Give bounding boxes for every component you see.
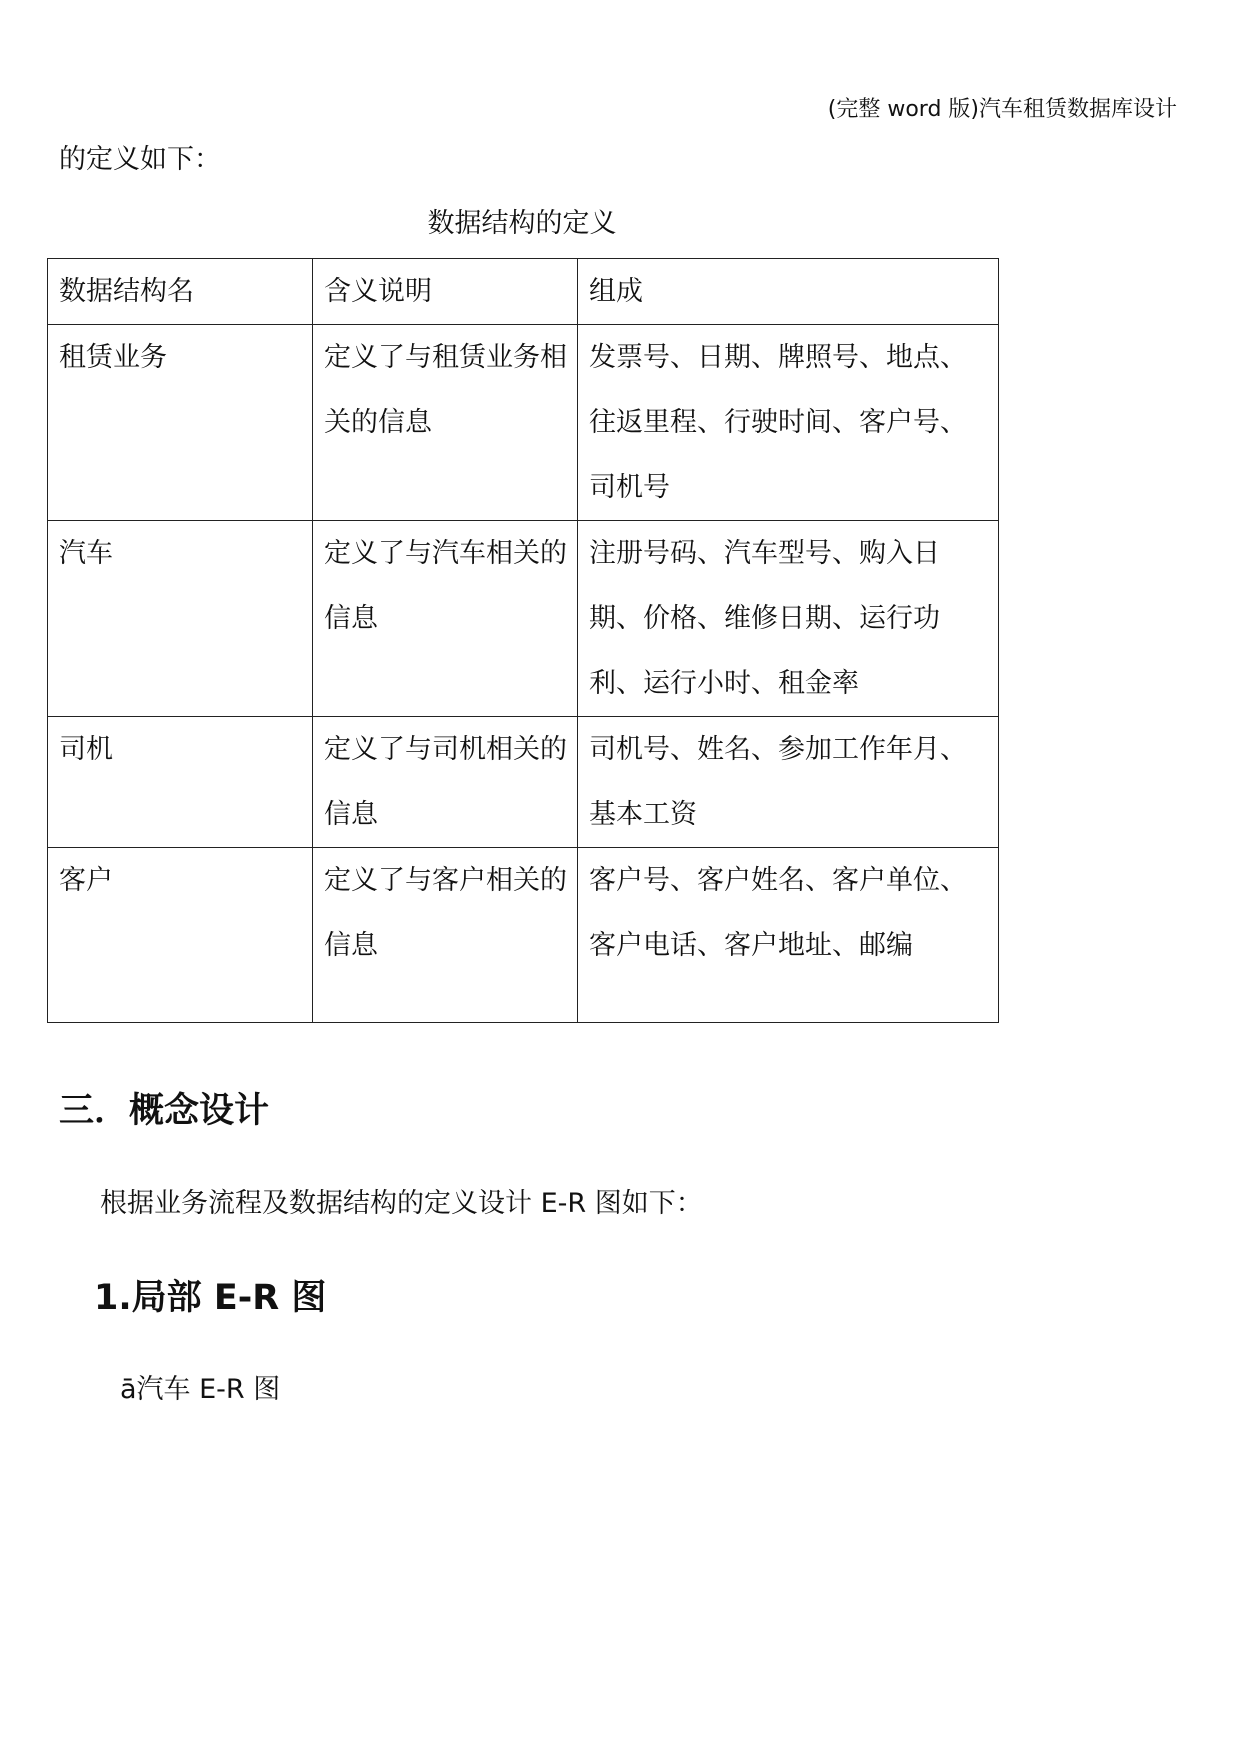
body-paragraph: 根据业务流程及数据结构的定义设计 E-R 图如下： — [100, 1188, 703, 1219]
section-heading: 三．概念设计 — [59, 1091, 270, 1131]
meaning-cell: 定义了与司机相关的信息 — [313, 717, 578, 848]
structure-name-cell: 司机 — [48, 717, 313, 848]
structure-name-cell: 汽车 — [48, 521, 313, 717]
meaning-cell: 定义了与汽车相关的信息 — [313, 521, 578, 717]
composition-cell: 司机号、姓名、参加工作年月、基本工资 — [578, 717, 999, 848]
composition-cell: 客户号、客户姓名、客户单位、客户电话、客户地址、邮编 — [578, 848, 999, 1023]
table-header-row — [48, 259, 999, 325]
meaning-cell: 定义了与租赁业务相关的信息 — [313, 325, 578, 521]
subsection-heading: 1.局部 E-R 图 — [94, 1278, 327, 1318]
running-header: (完整 word 版)汽车租赁数据库设计 — [827, 97, 1177, 122]
intro-text: 的定义如下： — [59, 144, 221, 175]
subsubsection-heading: ā汽车 E-R 图 — [120, 1374, 281, 1405]
table-row — [48, 717, 999, 848]
structure-name-cell: 客户 — [48, 848, 313, 1023]
table-row — [48, 521, 999, 717]
column-header: 数据结构名 — [48, 259, 313, 325]
composition-cell: 注册号码、汽车型号、购入日期、价格、维修日期、运行功利、运行小时、租金率 — [578, 521, 999, 717]
table-row — [48, 325, 999, 521]
table-caption: 数据结构的定义 — [427, 208, 617, 239]
composition-cell: 发票号、日期、牌照号、地点、往返里程、行驶时间、客户号、司机号 — [578, 325, 999, 521]
column-header: 组成 — [578, 259, 999, 325]
table-row — [48, 848, 999, 1023]
meaning-cell: 定义了与客户相关的信息 — [313, 848, 578, 1023]
data-structure-table — [47, 258, 999, 1023]
column-header: 含义说明 — [313, 259, 578, 325]
structure-name-cell: 租赁业务 — [48, 325, 313, 521]
